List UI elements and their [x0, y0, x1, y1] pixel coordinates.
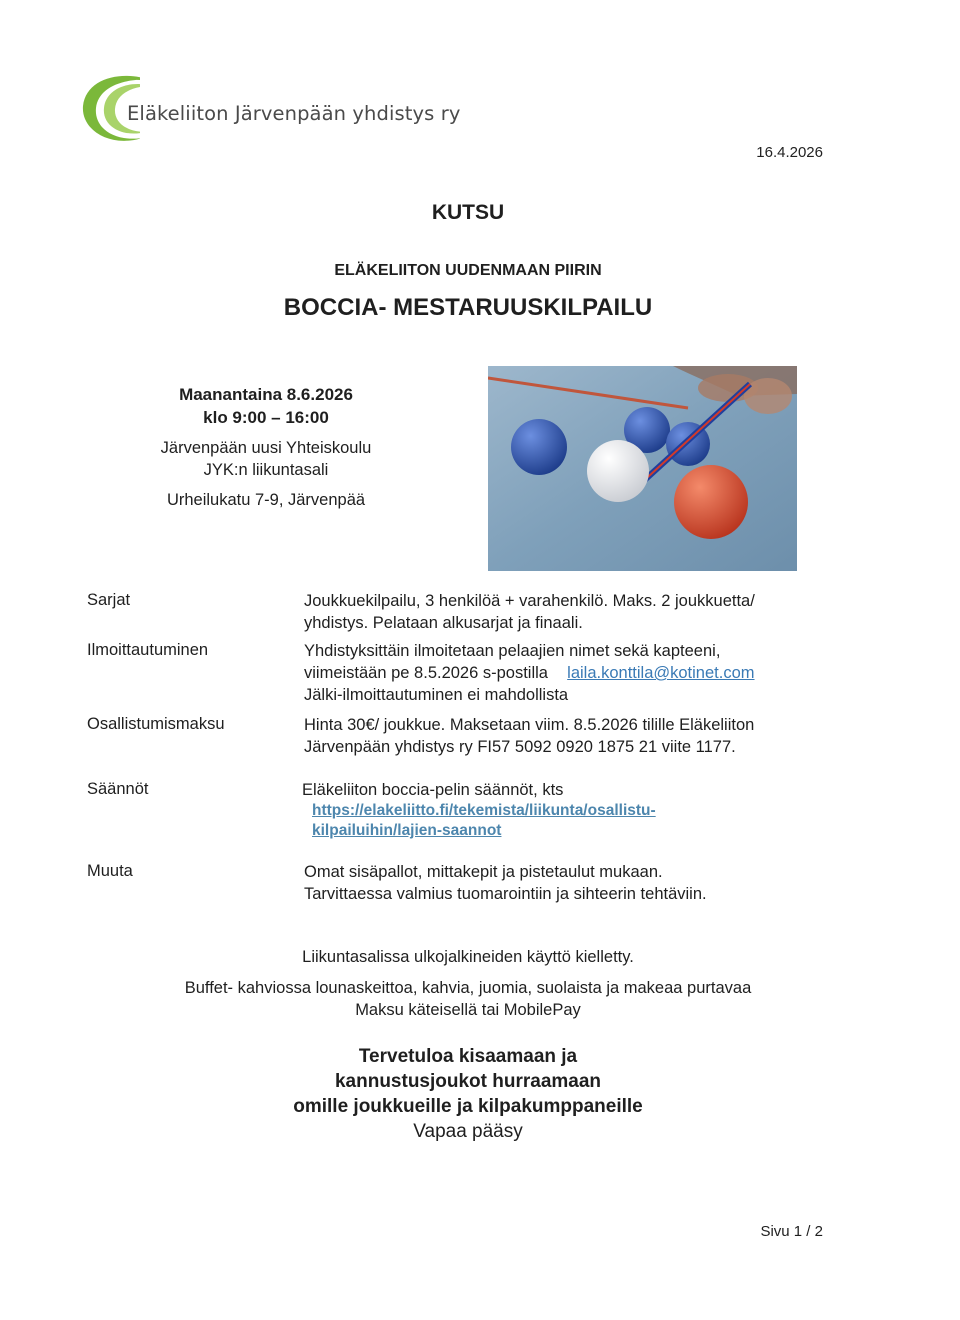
detail-label-osallistumismaksu: Osallistumismaksu	[87, 715, 225, 733]
welcome-line: Tervetuloa kisaamaan ja	[358, 1046, 578, 1067]
detail-line: Eläkeliiton boccia-pelin säännöt, kts	[302, 781, 564, 799]
rules-link-part[interactable]: kilpailuihin/lajien-saannot	[312, 822, 502, 839]
page-title: BOCCIA- MESTARUUSKILPAILU	[283, 294, 653, 321]
page-number: Sivu 1 / 2	[760, 1223, 823, 1240]
heading-piiri: ELÄKELIITON UUDENMAAN PIIRIN	[334, 262, 602, 279]
detail-line-email	[304, 662, 844, 684]
event-day: Maanantaina 8.6.2026	[179, 385, 353, 404]
note-buffet: Buffet- kahviossa lounaskeittoa, kahvia, juomia, suolaista ja makeaa purtavaa	[184, 979, 752, 997]
rules-link[interactable]	[302, 801, 842, 841]
detail-line: Omat sisäpallot, mittakepit ja pistetaulut mukaan.	[304, 863, 663, 881]
detail-label-ilmoittautuminen: Ilmoittautuminen	[87, 641, 209, 659]
org-logo	[80, 72, 460, 144]
note-shoes: Liikuntasalissa ulkojalkineiden käyttö kielletty.	[302, 948, 634, 966]
event-address: Urheilukatu 7-9, Järvenpää	[166, 491, 366, 509]
detail-value-sarjat	[304, 590, 844, 634]
event-venue-2: JYK:n liikuntasali	[203, 461, 329, 479]
detail-value-osallistumismaksu	[304, 714, 844, 758]
detail-line: Yhdistyksittäin ilmoitetaan pelaajien nimet sekä kapteeni,	[304, 642, 721, 660]
detail-value-muuta	[304, 861, 844, 905]
welcome-block	[0, 1044, 936, 1144]
welcome-line: omille joukkueille ja kilpakumppaneille	[293, 1096, 643, 1117]
detail-line: Järvenpään yhdistys ry FI57 5092 0920 1875 21 viite 1177.	[304, 738, 736, 756]
heading-kutsu: KUTSU	[431, 201, 505, 224]
boccia-photo	[488, 366, 797, 571]
detail-value-ilmoittautuminen	[304, 640, 844, 706]
detail-line: Joukkuekilpailu, 3 henkilöä + varahenkilö. Maks. 2 joukkuetta/	[304, 592, 755, 610]
detail-label-sarjat: Sarjat	[87, 591, 131, 609]
detail-value-saannot	[302, 779, 842, 841]
org-name: Eläkeliiton Järvenpään yhdistys ry	[127, 102, 461, 125]
free-admission: Vapaa pääsy	[413, 1121, 523, 1142]
detail-label-muuta: Muuta	[87, 862, 133, 880]
detail-line: yhdistys. Pelataan alkusarjat ja finaali.	[304, 614, 583, 632]
document-date: 16.4.2026	[756, 144, 823, 161]
detail-line: Jälki-ilmoittautuminen ei mahdollista	[304, 686, 569, 704]
event-time: klo 9:00 – 16:00	[203, 408, 329, 427]
detail-line: Hinta 30€/ joukkue. Maksetaan viim. 8.5.2026 tilille Eläkeliiton	[304, 716, 755, 734]
detail-text: viimeistään pe 8.5.2026 s-postilla	[304, 664, 548, 682]
detail-label-saannot: Säännöt	[87, 780, 149, 798]
welcome-line: kannustusjoukot hurraamaan	[334, 1071, 602, 1092]
note-payment: Maksu käteisellä tai MobilePay	[355, 1001, 581, 1019]
rules-link-part[interactable]: https://elakeliitto.fi/tekemista/liikunta/osallistu-	[312, 802, 656, 819]
event-venue-1: Järvenpään uusi Yhteiskoulu	[160, 439, 372, 457]
event-info	[130, 383, 402, 511]
email-link[interactable]: laila.konttila@kotinet.com	[567, 664, 755, 682]
detail-line: Tarvittaessa valmius tuomarointiin ja sihteerin tehtäviin.	[304, 885, 707, 903]
